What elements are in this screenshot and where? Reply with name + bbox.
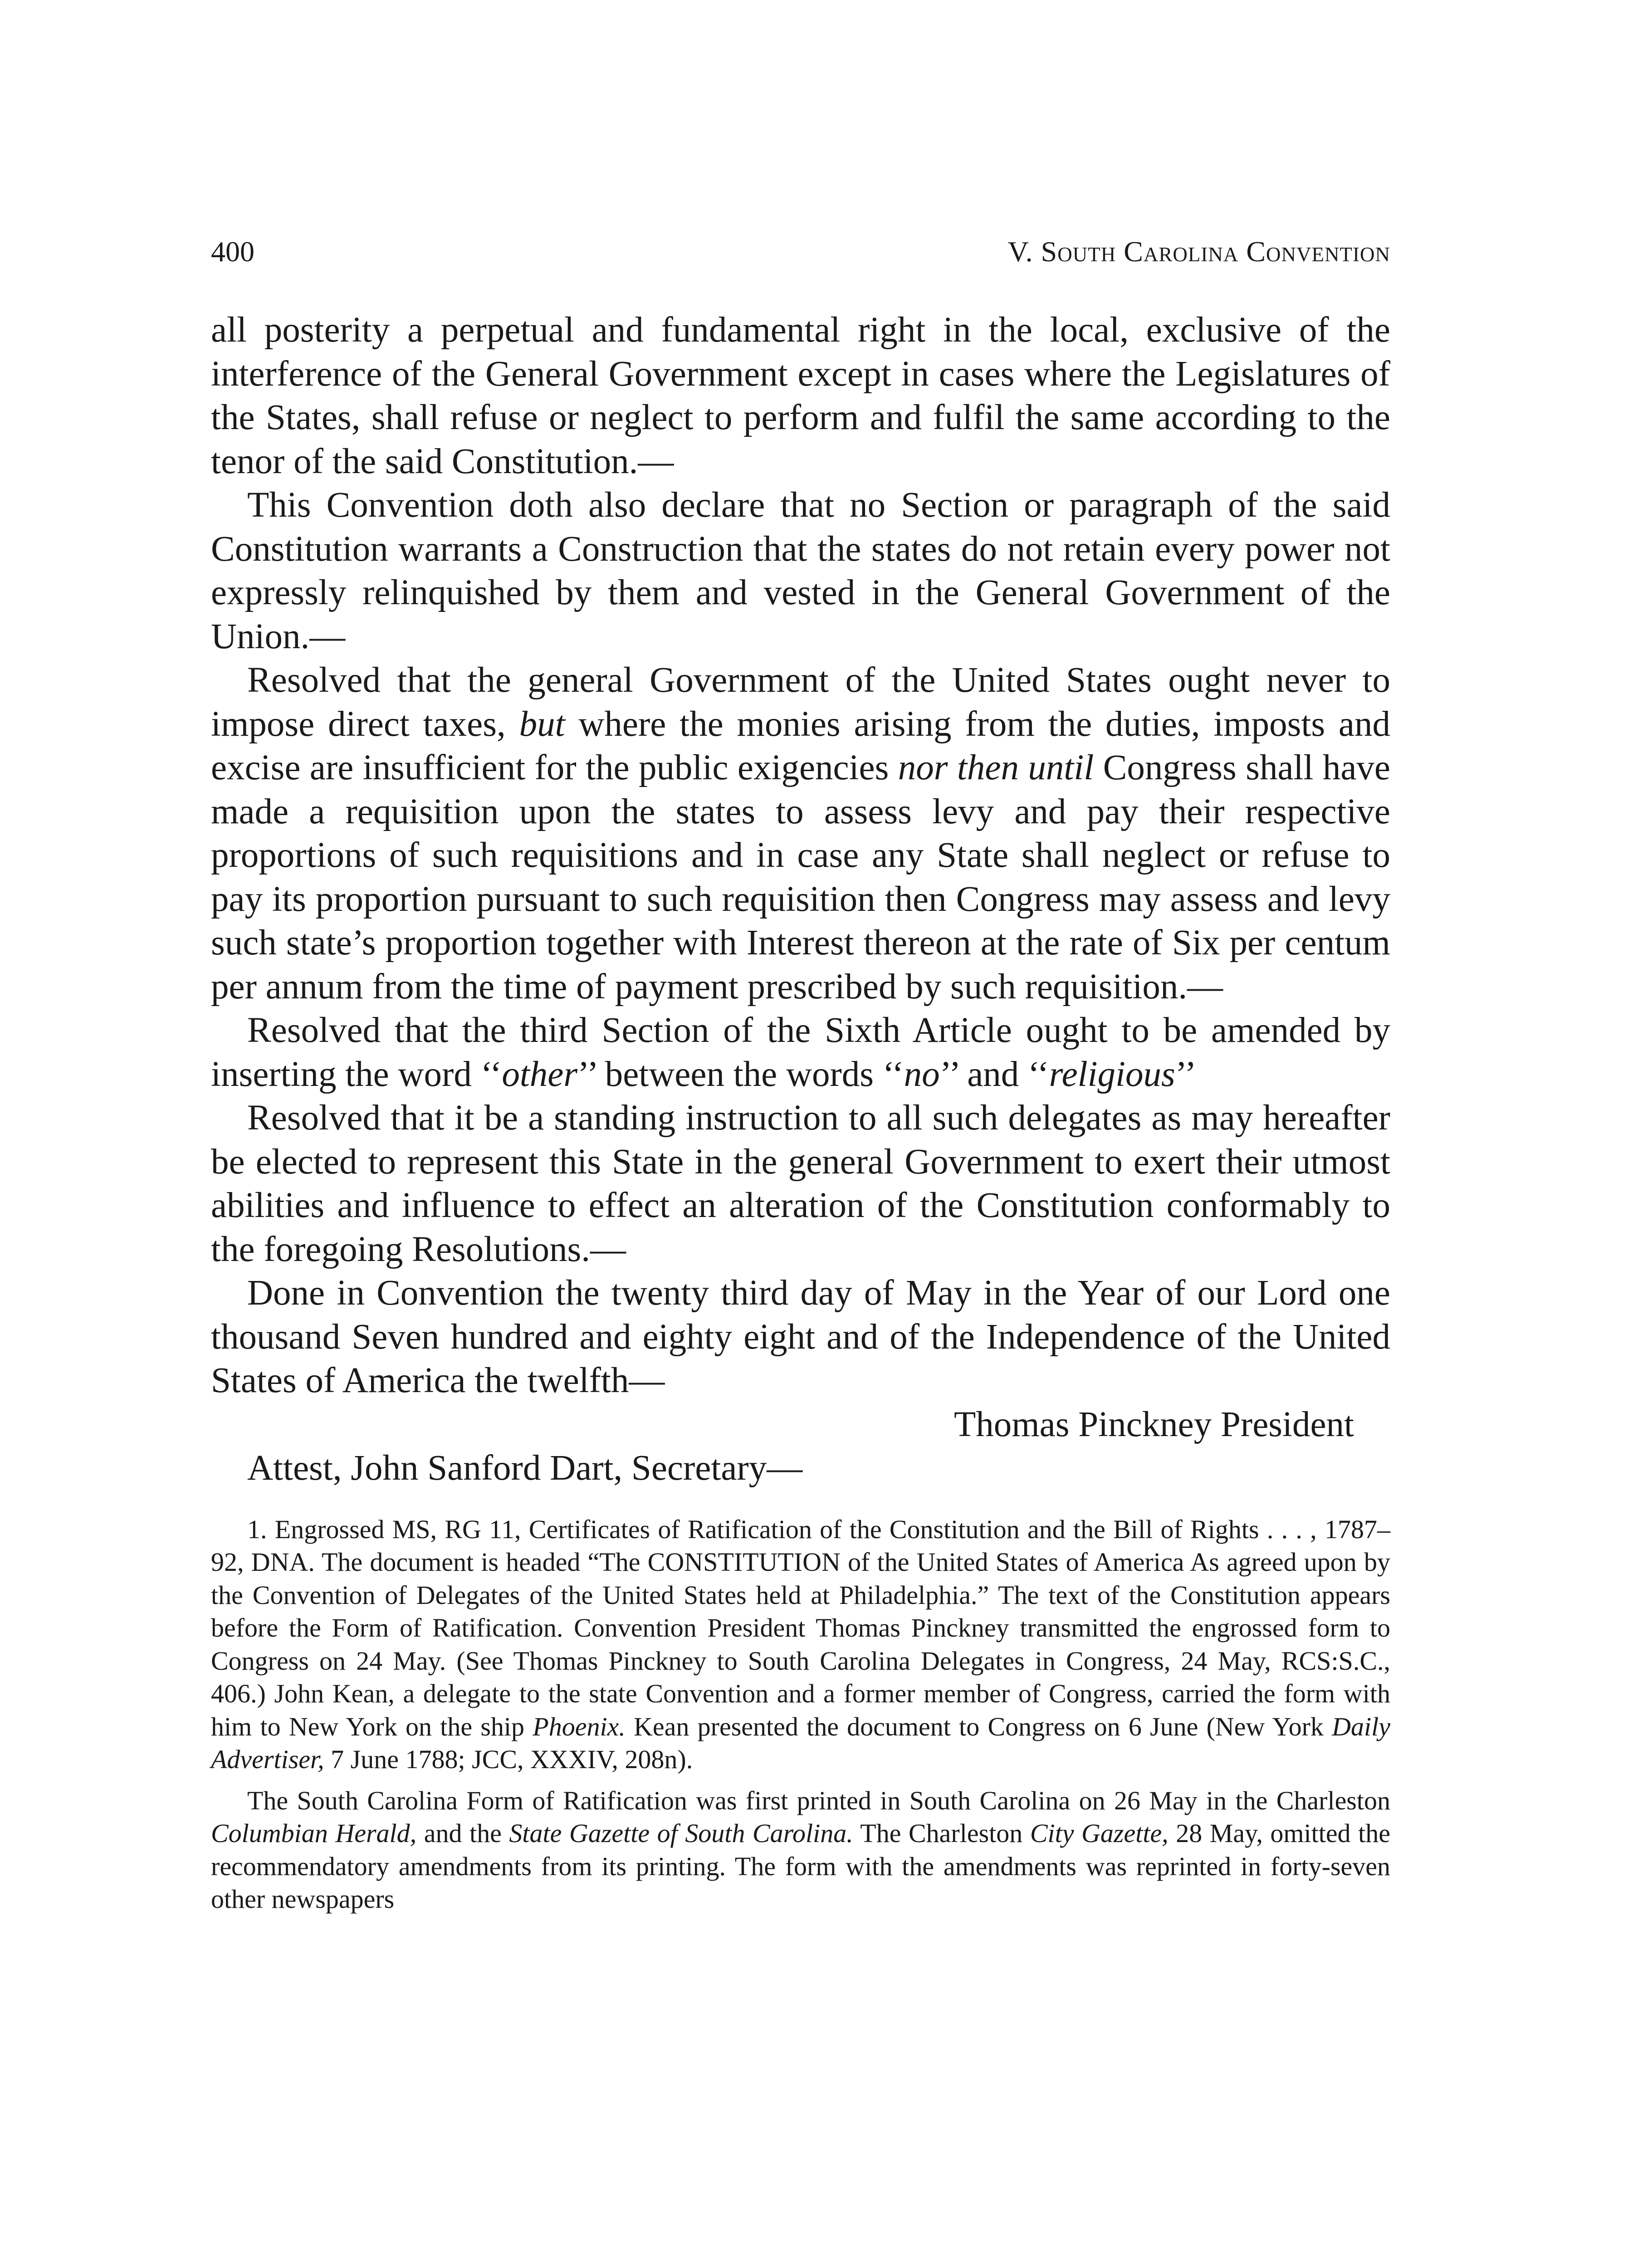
italic-run: City Gazette, xyxy=(1030,1818,1169,1848)
paragraph-continuation: all posterity a perpetual and fundamental right in the local, exclusive of the interference of the General Government except in cases where the Legislatures of the States, shall refuse or neglect to perform and fulfil the same according to the tenor of the said Constitution.— xyxy=(211,310,1390,481)
paragraph-done-in-convention: Done in Convention the twenty third day of May in the Year of our Lord one thousand Seven hundred and eighty eight and of the Independence of the United States of America the twelfth— xyxy=(211,1273,1390,1400)
text-run: Resolved that the third Section of the Sixth Article ought to be amended by inserting the word ‘‘ xyxy=(211,1011,1390,1094)
text-run: and the xyxy=(416,1818,509,1848)
italic-run: Phoenix. xyxy=(533,1711,626,1741)
signature-president: Thomas Pinckney President xyxy=(953,1404,1354,1444)
text-run: 28 May, omitted the recommendatory amendments from its printing. The form with the amendments was reprinted in forty-seven other newspapers xyxy=(211,1818,1390,1914)
paragraph-declaration: This Convention doth also declare that no Section or paragraph of the said Constitution warrants a Construction that the states do not retain every power not expressly relinquished by them and vested in the General Government of the Union.— xyxy=(211,485,1390,656)
text-run: 1. Engrossed MS, RG 11, Certificates of Ratification of the Constitution and the Bill of Rights . . . , 1787–92, DNA. The document is headed “The CONSTITUTION of the United States of America As agreed upon by the Convention of Delegates of the United States held at Philadelphia.” The text of the Constitution appears before the Form of Ratification. Convention President Thomas Pinckney transmitted the engrossed form to Congress on 24 May. (See Thomas Pinckney to South Carolina Delegates in Congress, 24 May, RCS:S.C., 406.) John Kean, a delegate to the state Convention and a former member of Congress, carried the form with him to New York on the ship xyxy=(211,1514,1390,1741)
running-title: V. South Carolina Convention xyxy=(1007,235,1390,268)
running-head xyxy=(211,227,1390,277)
text-run: ’’ xyxy=(1175,1054,1197,1094)
footnote-1 xyxy=(211,1513,1390,1776)
text-run: where the monies arising from the duties, imposts and excise are insufficient for the public exigencies xyxy=(211,704,1390,787)
body-text xyxy=(211,308,1390,1491)
signature-attest: Attest, John Sanford Dart, Secretary— xyxy=(247,1448,803,1488)
italic-run: Columbian Herald, xyxy=(211,1818,417,1848)
paragraph-resolution-instruction: Resolved that it be a standing instruction to all such delegates as may hereafter be elected to represent this State in the general Government to exert their utmost abilities and influence to effect an alteration of the Constitution conformably to the foregoing Resolutions.— xyxy=(211,1098,1390,1269)
italic-run: but xyxy=(519,704,565,744)
paragraph-resolution-taxes xyxy=(211,659,1390,1009)
text-run: Resolved that the general Government of the United States ought never to impose direct taxes, xyxy=(211,660,1390,744)
italic-run: religious xyxy=(1049,1054,1175,1094)
document-page xyxy=(211,227,1390,1924)
text-run: Congress shall have made a requisition upon the states to assess levy and pay their respective proportions of such requisitions and in case any State shall neglect or refuse to pay its proportion pursuant to such requisition then Congress may assess and levy such state’s proportion together with Interest thereon at the rate of Six per centum per annum from the time of payment prescribed by such requisition.— xyxy=(211,748,1390,1007)
text-run: Kean presented the document to Congress on 6 June (New York xyxy=(625,1711,1332,1741)
text-run: 7 June 1788; JCC, XXXIV, 208n). xyxy=(324,1745,693,1774)
text-run: The South Carolina Form of Ratification was first printed in South Carolina on 26 May in the Charleston xyxy=(247,1785,1390,1815)
italic-run: no xyxy=(904,1054,940,1094)
footnotes xyxy=(211,1513,1390,1916)
footnote-2 xyxy=(211,1784,1390,1916)
italic-run: other xyxy=(502,1054,578,1094)
text-run: ’’ between the words ‘‘ xyxy=(577,1054,904,1094)
text-run: ’’ and ‘‘ xyxy=(939,1054,1049,1094)
paragraph-resolution-article xyxy=(211,1009,1390,1096)
page-number: 400 xyxy=(211,235,254,268)
italic-run: nor then until xyxy=(898,748,1094,787)
text-run: The Charleston xyxy=(853,1818,1030,1848)
italic-run: Daily Advertiser, xyxy=(211,1711,1390,1774)
italic-run: State Gazette of South Carolina. xyxy=(509,1818,853,1848)
